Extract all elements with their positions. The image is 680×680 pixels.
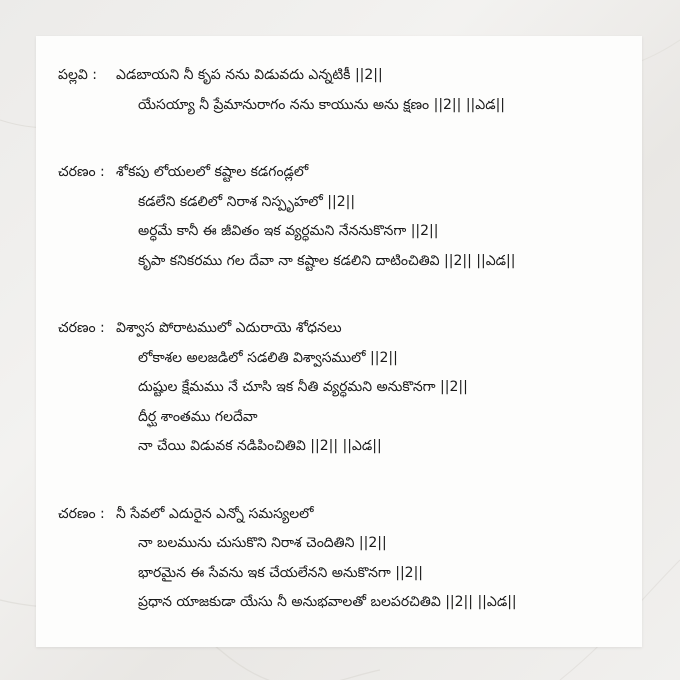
- lyric-line: [58, 435, 638, 465]
- lyric-line: [58, 376, 638, 406]
- lyric-line: [58, 250, 638, 280]
- lyric-line: [58, 191, 638, 221]
- lyric-text: శోకపు లోయలలో కష్టాల కడగండ్లలో: [116, 164, 309, 180]
- lyric-text: నా బలమును చుసుకొని నిరాశ చెందితిని ||2||: [138, 535, 387, 551]
- charanam-label: చరణం :: [58, 505, 105, 522]
- pallavi-stanza: [58, 64, 638, 123]
- lyric-line: [58, 64, 638, 94]
- charanam-stanza-2: [58, 317, 638, 465]
- charanam-label: చరణం :: [58, 164, 105, 180]
- lyric-text: దుష్టుల క్షేమము నే చూసి ఇక నీతి వ్యర్ధమని అనుకొనగా ||2||: [138, 379, 468, 395]
- charanam-stanza-1: [58, 161, 638, 279]
- charanam-label: చరణం :: [58, 320, 105, 336]
- pallavi-label: పల్లవి :: [58, 67, 98, 83]
- lyric-text: యేసయ్యా నీ ప్రేమానురాగం నను కాయును అను క్షణం ||2|| ||ఎడ||: [138, 96, 506, 113]
- lyric-line: [58, 591, 638, 621]
- lyric-line: [58, 347, 638, 377]
- lyric-line: [58, 562, 638, 592]
- lyric-line: [58, 161, 638, 191]
- lyric-text: అర్ధమే కానీ ఈ జీవితం ఇక వ్యర్ధమని నేననుకొనగా ||2||: [138, 223, 439, 239]
- lyric-text: ప్రధాన యాజకుడా యేసు నీ అనుభవాలతో బలపరచితివి ||2|| ||ఎడ||: [138, 594, 517, 610]
- lyric-line: [58, 532, 638, 562]
- lyric-text: నీ సేవలో ఎదురైన ఎన్నో సమస్యలలో: [116, 505, 314, 522]
- lyric-text: కృపా కనికరము గల దేవా నా కష్టాల కడలిని దాటించితివి ||2|| ||ఎడ||: [138, 252, 516, 269]
- lyric-line: [58, 317, 638, 347]
- lyric-line: [58, 220, 638, 250]
- song-lyrics: [58, 64, 638, 621]
- lyric-text: నా చేయి విడువక నడిపించితివి ||2|| ||ఎడ||: [138, 438, 382, 454]
- lyric-line: [58, 503, 638, 533]
- lyric-line: [58, 406, 638, 436]
- lyric-text: లోకాశల అలజడిలో సడలితి విశ్వాసములో ||2||: [138, 349, 398, 366]
- lyric-text: భారమైన ఈ సేవను ఇక చేయలేనని అనుకొనగా ||2||: [138, 564, 424, 581]
- charanam-stanza-3: [58, 503, 638, 621]
- lyric-text: విశ్వాస పోరాటములో ఎదురాయె శోధనలు: [116, 320, 342, 336]
- lyric-text: కడలేని కడలిలో నిరాశ నిస్పృహలో ||2||: [138, 193, 356, 210]
- lyric-text: ఎడబాయని నీ కృప నను విడువదు ఎన్నటికీ ||2||: [116, 67, 383, 83]
- lyric-text: దీర్ఘ శాంతము గలదేవా: [138, 408, 258, 425]
- lyric-line: [58, 94, 638, 124]
